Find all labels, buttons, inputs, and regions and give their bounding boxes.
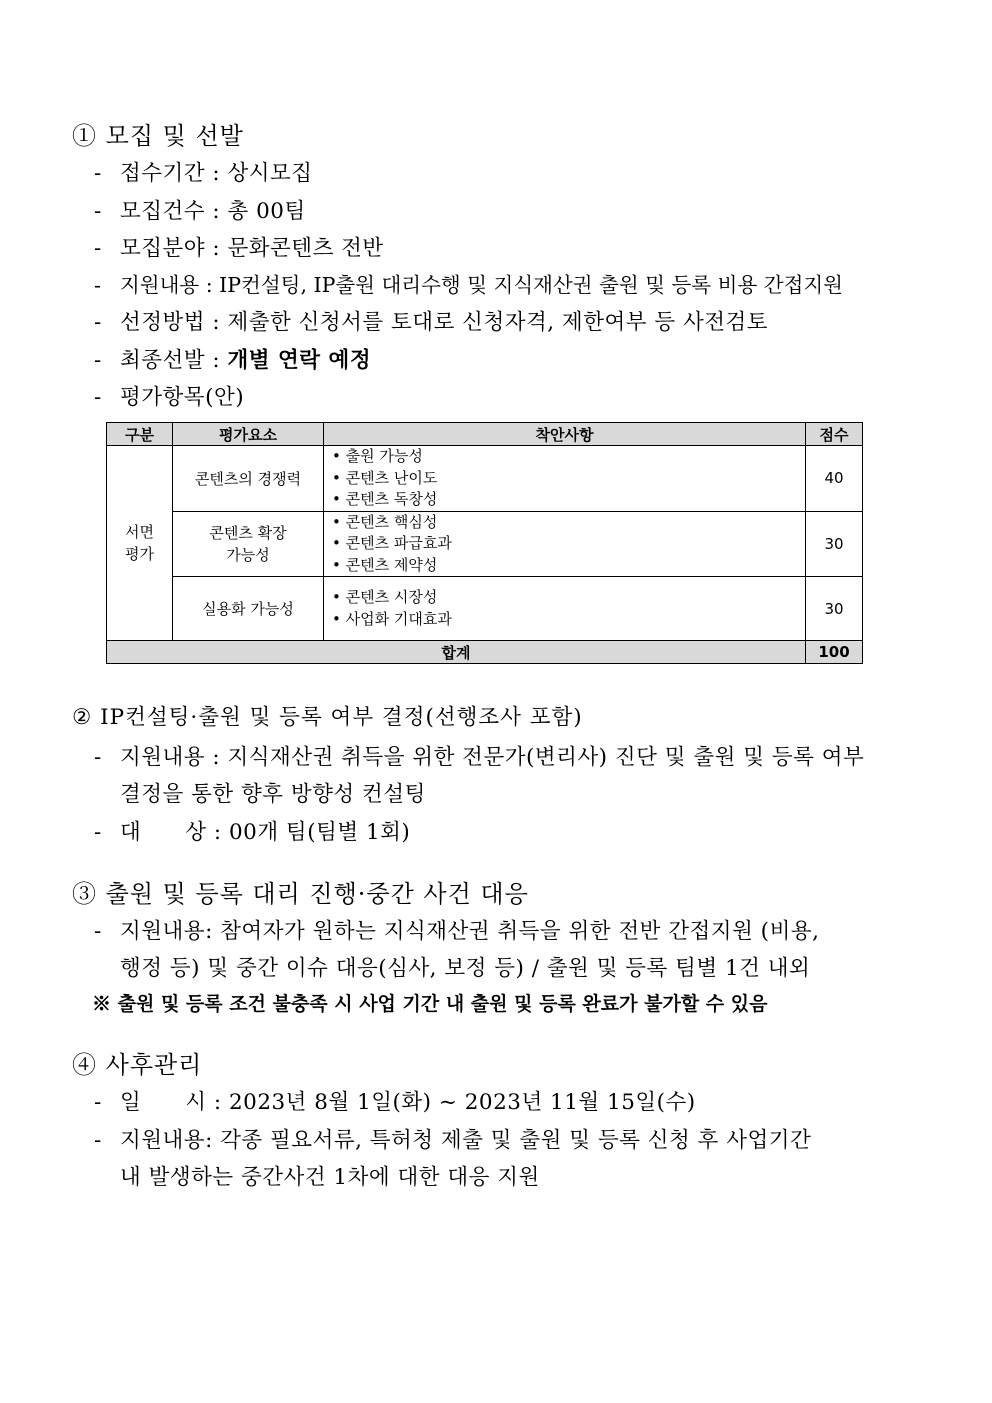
focus-item: • 콘텐츠 독창성 <box>332 490 438 508</box>
section2-target-value: : 00개 팀(팀별 1회) <box>206 820 411 845</box>
score-cell: 30 <box>806 511 863 577</box>
header-element: 평가요소 <box>173 423 324 446</box>
table-header-row <box>107 423 863 446</box>
selection-method: - 선정방법 : 제출한 신청서를 토대로 신청자격, 제한여부 등 사전검토 <box>94 310 769 335</box>
focus-cell <box>324 577 806 641</box>
section3-heading: ③ 출원 및 등록 대리 진행·중간 사건 대응 <box>72 880 529 908</box>
section3-note: ※ 출원 및 등록 조건 불충족 시 사업 기간 내 출원 및 등록 완료가 불가할 수 있음 <box>92 993 768 1015</box>
section4-support-line1: 지원내용: 각종 필요서류, 특허청 제출 및 출원 및 등록 신청 후 사업기간 <box>120 1128 812 1153</box>
section2-support-line2: 결정을 통한 향후 방향성 컨설팅 <box>120 782 426 807</box>
recruit-count-text: 모집건수 : 총 00팀 <box>120 199 306 224</box>
support-content: - 지원내용 : IP컨설팅, IP출원 대리수행 및 지식재산권 출원 및 등록 비용 간접지원 <box>94 273 843 297</box>
section2-support: - 지원내용 : 지식재산권 취득을 위한 전문가(변리사) 진단 및 출원 및 등록 여부 <box>94 745 865 770</box>
eval-items-label-text: 평가항목(안) <box>120 385 245 410</box>
section4-date-label: 일 시 <box>120 1090 207 1115</box>
recruit-field: - 모집분야 : 문화콘텐츠 전반 <box>94 236 384 261</box>
section4-date: - 일 시 : 2023년 8월 1일(화) ~ 2023년 11월 15일(수) <box>94 1090 696 1115</box>
section2-target: - 대 상 : 00개 팀(팀별 1회) <box>94 820 411 845</box>
section1-heading: ① 모집 및 선발 <box>72 122 244 150</box>
total-row <box>107 641 863 664</box>
element-cell: 콘텐츠 확장 가능성 <box>173 511 324 577</box>
final-selection-value: 개별 연락 예정 <box>227 348 372 373</box>
section4-support-line2: 내 발생하는 중간사건 1차에 대한 대응 지원 <box>120 1165 540 1190</box>
section4-heading: ④ 사후관리 <box>72 1051 203 1079</box>
section2-support-line1: 지원내용 : 지식재산권 취득을 위한 전문가(변리사) 진단 및 출원 및 등록 여부 <box>120 745 865 770</box>
section4-support: - 지원내용: 각종 필요서류, 특허청 제출 및 출원 및 등록 신청 후 사업기간 <box>94 1128 812 1153</box>
recruit-period-text: 접수기간 : 상시모집 <box>120 161 313 186</box>
final-selection-label: 최종선발 : <box>120 348 228 373</box>
total-score: 100 <box>806 641 863 664</box>
table-row <box>107 446 863 512</box>
section4-date-value: : 2023년 8월 1일(화) ~ 2023년 11월 15일(수) <box>206 1090 696 1115</box>
final-selection: - 최종선발 : 개별 연락 예정 <box>94 348 372 373</box>
section2-heading: ② IP컨설팅·출원 및 등록 여부 결정(선행조사 포함) <box>72 705 583 730</box>
header-score: 점수 <box>806 423 863 446</box>
score-cell: 30 <box>806 577 863 641</box>
section3-support: - 지원내용: 참여자가 원하는 지식재산권 취득을 위한 전반 간접지원 (비용, <box>94 919 820 944</box>
recruit-field-text: 모집분야 : 문화콘텐츠 전반 <box>120 236 384 261</box>
score-cell: 40 <box>806 446 863 512</box>
section3-support-line2: 행정 등) 및 중간 이슈 대응(심사, 보정 등) / 출원 및 등록 팀별 1건 내외 <box>120 956 811 981</box>
eval-items-label: - 평가항목(안) <box>94 385 245 410</box>
section3-support-line1: 지원내용: 참여자가 원하는 지식재산권 취득을 위한 전반 간접지원 (비용, <box>120 919 820 944</box>
recruit-period: - 접수기간 : 상시모집 <box>94 161 313 186</box>
evaluation-table <box>106 422 863 664</box>
focus-item: • 콘텐츠 제약성 <box>332 555 438 574</box>
table-row <box>107 511 863 577</box>
section2-target-label: 대 상 <box>120 820 207 845</box>
focus-cell <box>324 511 806 577</box>
table-row <box>107 577 863 641</box>
recruit-count: - 모집건수 : 총 00팀 <box>94 199 306 224</box>
header-focus: 착안사항 <box>324 423 806 446</box>
element-cell: 콘텐츠의 경쟁력 <box>173 446 324 512</box>
focus-item: • 출원 가능성 <box>332 447 423 465</box>
header-category: 구분 <box>107 423 173 446</box>
focus-item: • 콘텐츠 파급효과 <box>332 534 452 552</box>
focus-item: • 콘텐츠 난이도 <box>332 468 438 487</box>
category-cell: 서면 평가 <box>107 446 173 641</box>
selection-method-text: 선정방법 : 제출한 신청서를 토대로 신청자격, 제한여부 등 사전검토 <box>120 310 769 335</box>
total-label: 합계 <box>107 641 806 664</box>
element-cell: 실용화 가능성 <box>173 577 324 641</box>
focus-item: • 콘텐츠 핵심성 <box>332 512 438 531</box>
focus-item: • 콘텐츠 시장성 <box>332 588 438 606</box>
focus-cell <box>324 446 806 512</box>
support-content-text: 지원내용 : IP컨설팅, IP출원 대리수행 및 지식재산권 출원 및 등록 비용 간접지원 <box>120 273 843 297</box>
focus-item: • 사업화 기대효과 <box>332 609 452 628</box>
